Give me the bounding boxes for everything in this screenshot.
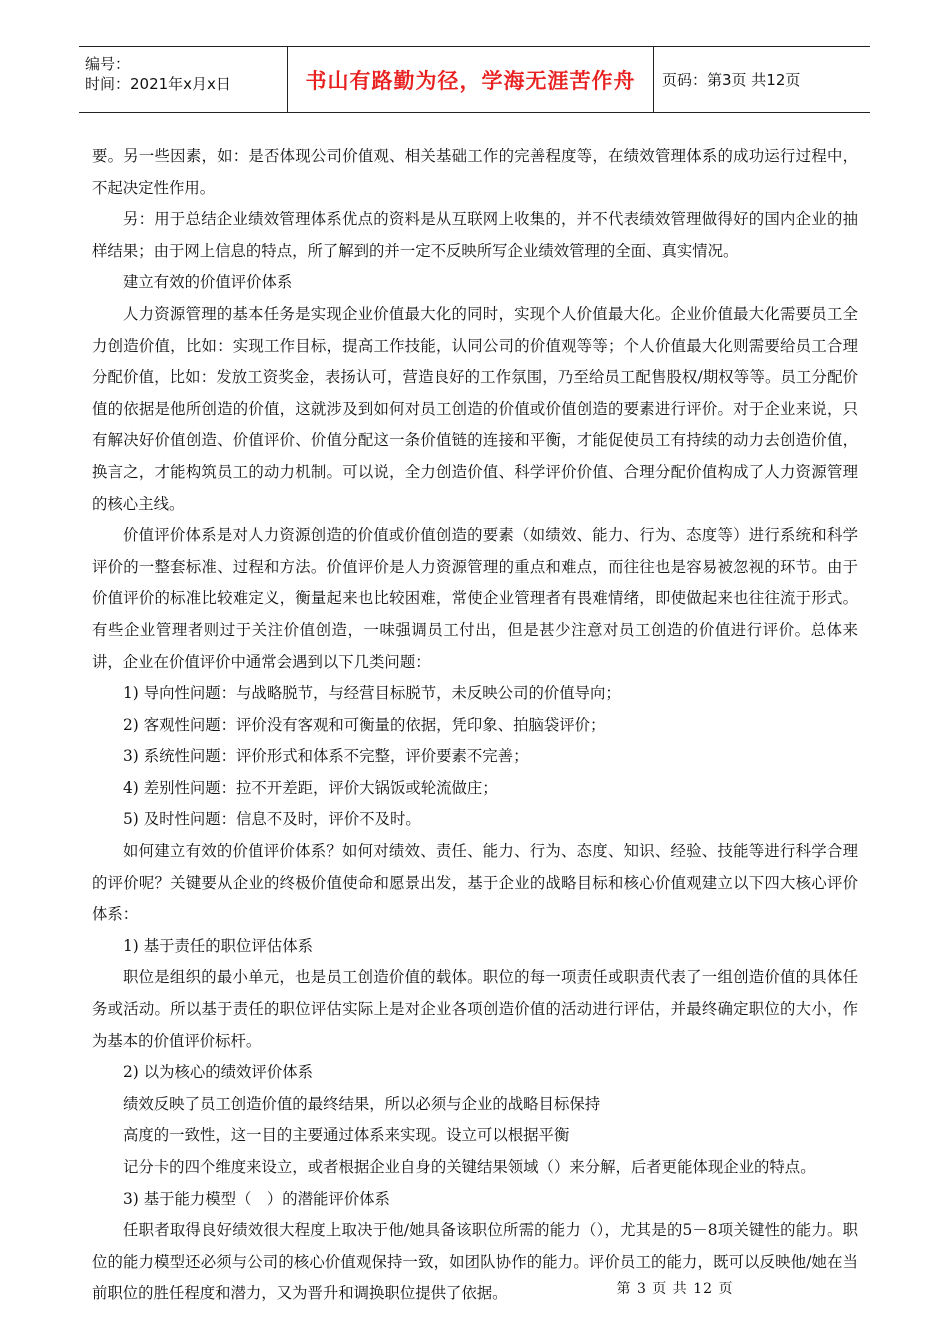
paragraph: 如何建立有效的价值评价体系？如何对绩效、责任、能力、行为、态度、知识、经验、技能等进行科学合理的评价呢？关键要从企业的终极价值使命和愿景出发，基于企业的战略目标和核心价值观建立以下四大核心评价体系： (92, 842, 858, 924)
subheading: 2) 以为核心的绩效评价体系 (123, 1063, 313, 1082)
paragraph: 另：用于总结企业绩效管理体系优点的资料是从互联网上收集的，并不代表绩效管理做得好的国内企业的抽样结果；由于网上信息的特点，所了解到的并一定不反映所写企业绩效管理的全面、真实情况。 (92, 210, 858, 260)
list-item: 4) 差别性问题：拉不开差距，评价大锅饭或轮流做庄； (123, 778, 498, 797)
document-header (79, 46, 870, 113)
paragraph: 记分卡的四个维度来设立，或者根据企业自身的关键结果领域（）来分解，后者更能体现企业的特点。 (123, 1158, 816, 1176)
document-body (92, 141, 858, 1310)
paragraph: 绩效反映了员工创造价值的最终结果，所以必须与企业的战略目标保持 (123, 1094, 601, 1113)
page-footer (0, 1278, 950, 1298)
paragraph: 人力资源管理的基本任务是实现企业价值最大化的同时，实现个人价值最大化。企业价值最大化需要员工全力创造价值，比如：实现工作目标，提高工作技能，认同公司的价值观等等；个人价值最大化则需要给员工合理分配价值，比如：发放工资奖金，表扬认可，营造良好的工作氛围，乃至给员工配售股权/期权等等。员工分配价值的依据是他所创造的价值，这就涉及到如何对员工创造的价值或价值创造的要素进行评价。对于企业来说，只有解决好价值创造、价值评价、价值分配这一条价值链的连接和平衡，才能促使员工有持续的动力去创造价值，换言之，才能构筑员工的动力机制。可以说，全力创造价值、科学评价价值、合理分配价值构成了人力资源管理的核心主线。 (92, 304, 858, 513)
paragraph: 价值评价体系是对人力资源创造的价值或价值创造的要素（如绩效、能力、行为、态度等）进行系统和科学评价的一整套标准、过程和方法。价值评价是人力资源管理的重点和难点，而往往也是容易被忽视的环节。由于价值评价的标准比较难定义，衡量起来也比较困难，常使企业管理者有畏难情绪，即使做起来也往往流于形式。有些企业管理者则过于关注价值创造，一味强调员工付出，但是甚少注意对员工创造的价值进行评价。总体来讲，企业在价值评价中通常会遇到以下几类问题： (92, 526, 858, 671)
document-number-label: 编号： (85, 54, 131, 73)
header-meta-cell (79, 47, 288, 113)
paragraph: 要。另一些因素，如：是否体现公司价值观、相关基础工作的完善程度等，在绩效管理体系的成功运行过程中，不起决定性作用。 (92, 147, 858, 197)
paragraph: 职位是组织的最小单元，也是员工创造价值的载体。职位的每一项责任或职责代表了一组创造价值的具体任务或活动。所以基于责任的职位评估实际上是对企业各项创造价值的活动进行评估，并最终确定职位的大小，作为基本的价值评价标杆。 (92, 968, 858, 1050)
document-time-label: 时间：2021年x月x日 (85, 74, 231, 93)
paragraph: 高度的一致性，这一目的主要通过体系来实现。设立可以根据平衡 (123, 1126, 570, 1145)
subheading: 3) 基于能力模型（ ）的潜能评价体系 (123, 1189, 390, 1208)
header-motto: 书山有路勤为径，学海无涯苦作舟 (305, 68, 636, 93)
section-heading: 建立有效的价值评价体系 (123, 273, 293, 292)
header-page-info: 页码：第3页 共12页 (662, 71, 801, 89)
list-item: 5) 及时性问题：信息不及时，评价不及时。 (123, 810, 421, 829)
paragraph: 任职者取得良好绩效很大程度上取决于他/她具备该职位所需的能力（），尤其是的5－8项关键性的能力。职位的能力模型还必须与公司的核心价值观保持一致，如团队协作的能力。评价员工的能力，既可以反映他/她在当前职位的胜任程度和潜力，又为晋升和调换职位提供了依据。 (92, 1221, 858, 1303)
list-item: 3) 系统性问题：评价形式和体系不完整，评价要素不完善； (123, 747, 529, 766)
header-page-cell (654, 47, 871, 113)
subheading: 1) 基于责任的职位评估体系 (123, 936, 313, 955)
footer-page-number: 第 3 页 共 12 页 (616, 1281, 734, 1297)
list-item: 2) 客观性问题：评价没有客观和可衡量的依据，凭印象、拍脑袋评价； (123, 715, 606, 734)
header-motto-cell (288, 47, 654, 113)
list-item: 1) 导向性问题：与战略脱节，与经营目标脱节，未反映公司的价值导向； (123, 684, 621, 703)
